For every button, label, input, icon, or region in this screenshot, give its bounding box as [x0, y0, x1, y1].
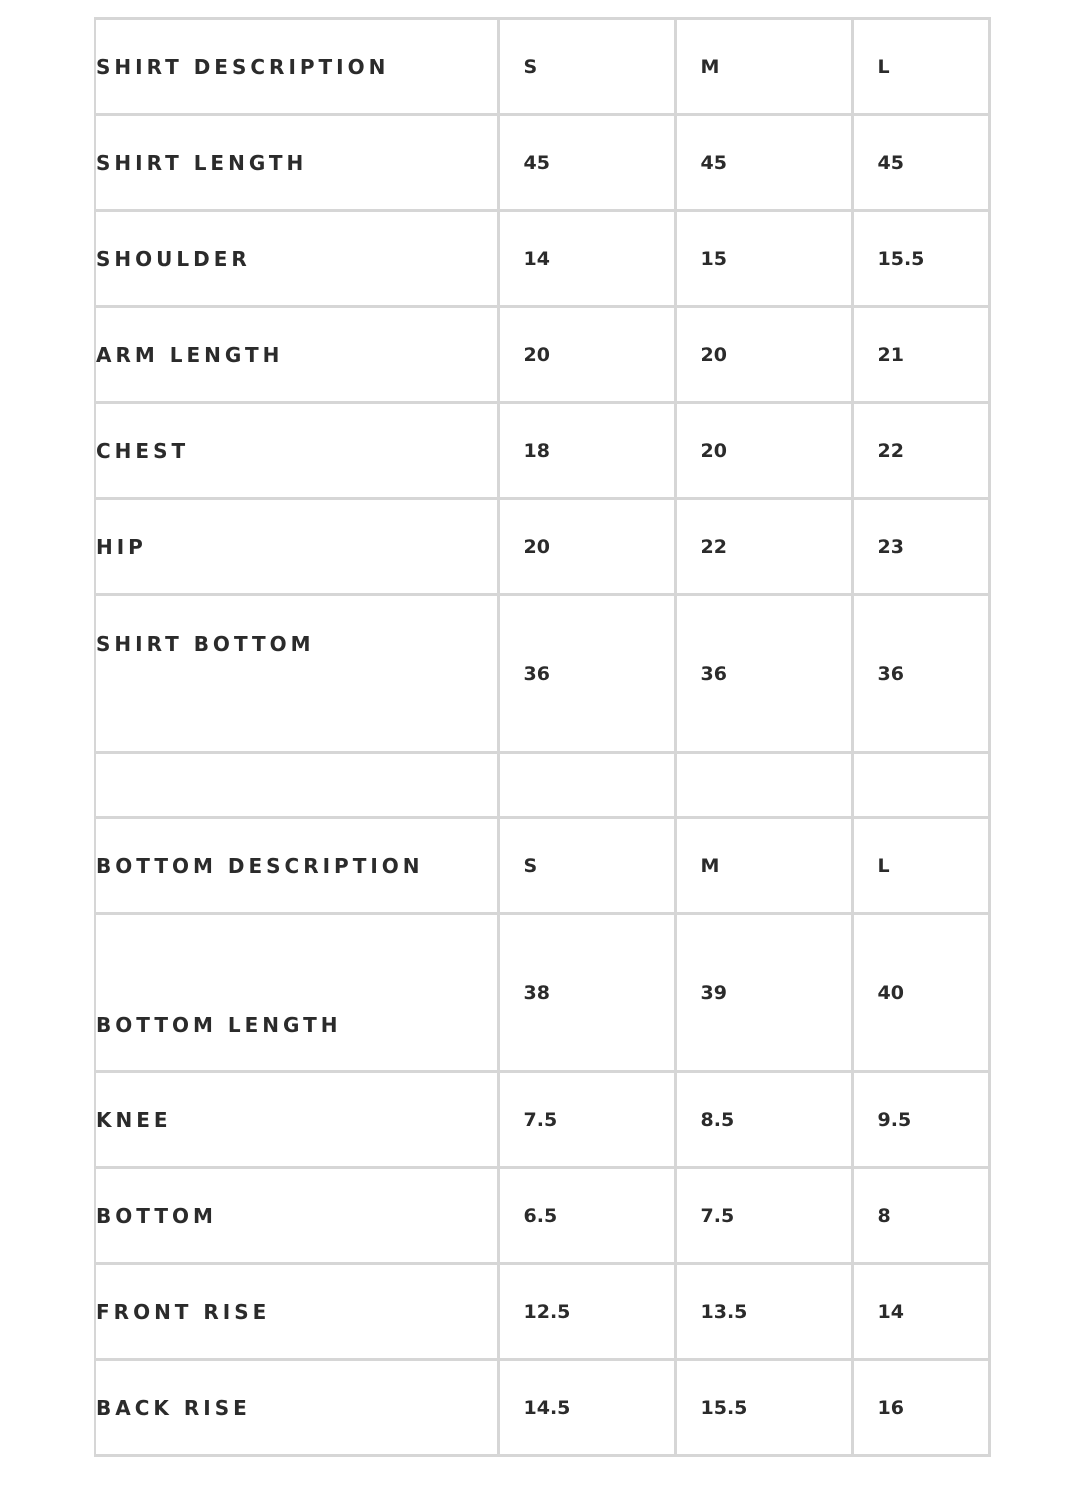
size-l-header: L [877, 854, 890, 877]
value-s: 12.5 [523, 1300, 571, 1323]
value-s: 6.5 [523, 1204, 558, 1227]
row-label: HIP [96, 534, 147, 559]
value-s: 38 [523, 981, 550, 1004]
value-m: 20 [700, 343, 727, 366]
value-l: 9.5 [877, 1108, 912, 1131]
row-label: SHOULDER [96, 246, 251, 271]
value-s: 45 [523, 151, 550, 174]
value-s: 36 [523, 662, 550, 685]
value-l: 16 [877, 1396, 904, 1419]
table-row [95, 403, 989, 499]
value-s: 18 [523, 439, 550, 462]
shirt-description-header: SHIRT DESCRIPTION [96, 54, 390, 79]
size-l-header: L [877, 55, 890, 78]
value-l: 14 [877, 1300, 904, 1323]
table-row [95, 115, 989, 211]
row-label: BOTTOM [96, 1203, 217, 1228]
size-s-header: S [523, 854, 538, 877]
value-l: 36 [877, 662, 904, 685]
value-s: 14.5 [523, 1396, 571, 1419]
table-row [95, 914, 989, 1072]
value-s: 20 [523, 535, 550, 558]
value-l: 23 [877, 535, 904, 558]
value-m: 20 [700, 439, 727, 462]
row-label: KNEE [96, 1107, 172, 1132]
value-l: 22 [877, 439, 904, 462]
row-label: CHEST [96, 438, 190, 463]
value-l: 45 [877, 151, 904, 174]
value-m: 45 [700, 151, 727, 174]
spacer-row [95, 753, 989, 818]
value-s: 20 [523, 343, 550, 366]
value-m: 13.5 [700, 1300, 748, 1323]
table-row [95, 307, 989, 403]
value-m: 36 [700, 662, 727, 685]
value-l: 21 [877, 343, 904, 366]
row-label: BOTTOM LENGTH [96, 1012, 342, 1037]
value-l: 15.5 [877, 247, 925, 270]
table-row [95, 1072, 989, 1168]
row-label: SHIRT LENGTH [96, 150, 308, 175]
size-chart-table [94, 17, 991, 1457]
value-m: 39 [700, 981, 727, 1004]
row-label: FRONT RISE [96, 1299, 271, 1324]
value-l: 40 [877, 981, 904, 1004]
value-m: 15 [700, 247, 727, 270]
value-s: 14 [523, 247, 550, 270]
value-m: 22 [700, 535, 727, 558]
size-m-header: M [700, 854, 720, 877]
value-s: 7.5 [523, 1108, 558, 1131]
table-row [95, 1168, 989, 1264]
value-m: 7.5 [700, 1204, 735, 1227]
row-label: SHIRT BOTTOM [96, 631, 315, 656]
table-row [95, 499, 989, 595]
size-m-header: M [700, 55, 720, 78]
table-row [95, 211, 989, 307]
row-label: BACK RISE [96, 1395, 251, 1420]
bottom-header-row [95, 818, 989, 914]
value-l: 8 [877, 1204, 891, 1227]
bottom-description-header: BOTTOM DESCRIPTION [96, 853, 424, 878]
value-m: 8.5 [700, 1108, 735, 1131]
table-row [95, 595, 989, 753]
shirt-header-row [95, 19, 989, 115]
value-m: 15.5 [700, 1396, 748, 1419]
row-label: ARM LENGTH [96, 342, 284, 367]
table-row [95, 1264, 989, 1360]
table-row [95, 1360, 989, 1456]
size-s-header: S [523, 55, 538, 78]
